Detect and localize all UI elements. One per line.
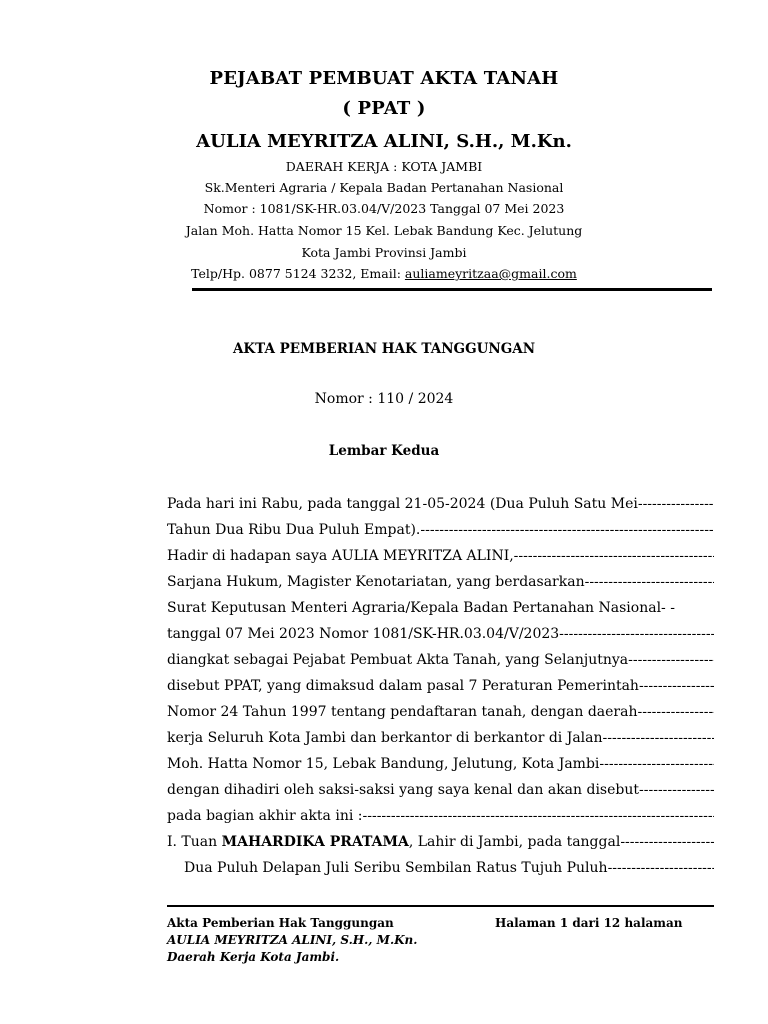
footer-page-number: Halaman 1 dari 12 halaman bbox=[495, 916, 683, 930]
body-line: Nomor 24 Tahun 1997 tentang pendaftaran tanah, dengan daerah ----- bbox=[167, 699, 714, 725]
sheet-label: Lembar Kedua bbox=[328, 443, 440, 459]
letterhead-contact bbox=[0, 266, 768, 281]
letterhead-nomor: Nomor : 1081/SK-HR.03.04/V/2023 Tanggal 07 Mei 2023 bbox=[203, 201, 565, 216]
party-line: I. Tuan MAHARDIKA PRATAMA, Lahir di Jambi, pada tanggal ----- bbox=[167, 829, 714, 855]
footer-divider bbox=[167, 905, 714, 907]
letterhead-subtitle: ( PPAT ) bbox=[342, 98, 426, 119]
body-line: Surat Keputusan Menteri Agraria/Kepala Badan Pertanahan Nasional- - bbox=[167, 600, 675, 616]
footer-ppat-name: AULIA MEYRITZA ALINI, S.H., M.Kn. bbox=[167, 933, 418, 947]
body-line: kerja Seluruh Kota Jambi dan berkantor di berkantor di Jalan ----- bbox=[167, 725, 714, 751]
body-line: disebut PPAT, yang dimaksud dalam pasal 7 Peraturan Pemerintah ----- bbox=[167, 673, 714, 699]
email-link[interactable]: auliameyritzaa@gmail.com bbox=[404, 266, 577, 281]
body-line: Pada hari ini Rabu, pada tanggal 21-05-2024 (Dua Puluh Satu Mei ----- bbox=[167, 491, 714, 517]
letterhead-title: PEJABAT PEMBUAT AKTA TANAH bbox=[209, 68, 559, 89]
header-divider bbox=[192, 288, 712, 291]
body-line: diangkat sebagai Pejabat Pembuat Akta Tanah, yang Selanjutnya ----- bbox=[167, 647, 714, 673]
footer-left bbox=[167, 915, 417, 966]
party-line: Dua Puluh Delapan Juli Seribu Sembilan Ratus Tujuh Puluh ----- bbox=[167, 855, 714, 881]
letterhead-sk: Sk.Menteri Agraria / Kepala Badan Pertanahan Nasional bbox=[204, 180, 564, 195]
document-number: Nomor : 110 / 2024 bbox=[314, 391, 454, 407]
body-line: tanggal 07 Mei 2023 Nomor 1081/SK-HR.03.04/V/2023 ----- bbox=[167, 621, 714, 647]
contact-text: Telp/Hp. 0877 5124 3232, Email: bbox=[191, 266, 405, 281]
footer-area: Daerah Kerja Kota Jambi. bbox=[167, 950, 340, 964]
party-name: MAHARDIKA PRATAMA bbox=[221, 834, 409, 850]
body-line: Tahun Dua Ribu Dua Puluh Empat). ----- bbox=[167, 517, 714, 543]
body-line: Sarjana Hukum, Magister Kenotariatan, yang berdasarkan ----- bbox=[167, 569, 714, 595]
letterhead-city: Kota Jambi Provinsi Jambi bbox=[301, 245, 467, 260]
document-title: AKTA PEMBERIAN HAK TANGGUNGAN bbox=[232, 341, 536, 357]
letterhead-name: AULIA MEYRITZA ALINI, S.H., M.Kn. bbox=[196, 131, 572, 152]
deed-body bbox=[167, 491, 714, 881]
body-line: Moh. Hatta Nomor 15, Lebak Bandung, Jelutung, Kota Jambi ----- bbox=[167, 751, 714, 777]
body-line: dengan dihadiri oleh saksi-saksi yang saya kenal dan akan disebut ----- bbox=[167, 777, 714, 803]
body-line: pada bagian akhir akta ini : ----- bbox=[167, 803, 714, 829]
footer-doc-title: Akta Pemberian Hak Tanggungan bbox=[167, 916, 394, 930]
body-line: Hadir di hadapan saya AULIA MEYRITZA ALINI, ----- bbox=[167, 543, 714, 569]
letterhead-address: Jalan Moh. Hatta Nomor 15 Kel. Lebak Bandung Kec. Jelutung bbox=[185, 223, 583, 238]
letterhead-area: DAERAH KERJA : KOTA JAMBI bbox=[285, 159, 483, 174]
